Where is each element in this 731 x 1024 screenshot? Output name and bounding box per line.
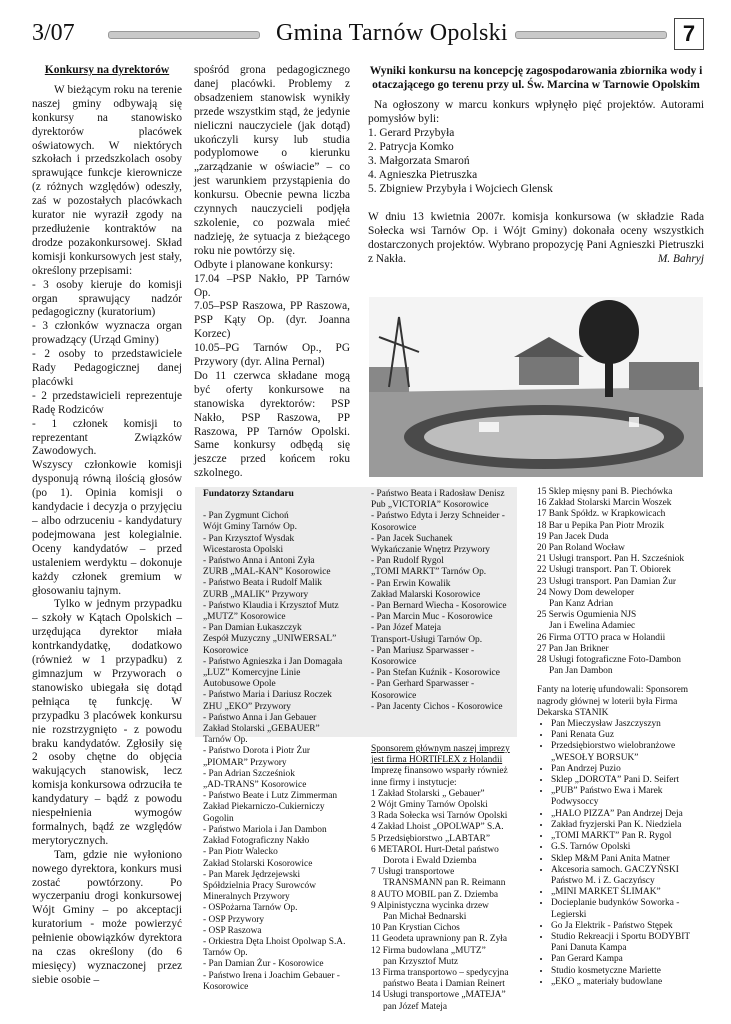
list-item: 23 Usługi transport. Pan Damian Żur bbox=[537, 576, 677, 587]
section-heading: Sponsorem głównym naszej imprezy bbox=[371, 744, 510, 754]
list-item: Pub „VICTORIA” Kosorowice bbox=[371, 500, 489, 511]
list-item: - OSPożarna Tarnów Op. bbox=[203, 903, 298, 914]
list-item: • Studio Rekreacji i Sportu BODYBIT Pani Danuta Kampa bbox=[551, 932, 707, 954]
list-item: • „EKO „ materiały budowlane bbox=[551, 977, 707, 988]
list-item: państwo Beata i Damian Reinert bbox=[383, 979, 505, 990]
list-item: ZHU „EKO” Przywory bbox=[203, 701, 291, 712]
list-item: „MUTZ” Kosorowice bbox=[203, 612, 286, 623]
article-directors bbox=[32, 64, 182, 988]
list-item: • Akcesoria samoch. GACZYŃSKI Państwo M. i Z. Gaczyńscy bbox=[551, 865, 707, 887]
list-item: 5 Przedsiębiorstwo „LABTAR” bbox=[371, 833, 491, 844]
list-item: • G.S. Tarnów Opolski bbox=[551, 842, 707, 853]
list-item: • Studio kosmetyczne Mariette bbox=[551, 966, 707, 977]
list-item: • Pan Mieczysław Jaszczyszyn bbox=[551, 719, 707, 730]
header-rule-right bbox=[515, 31, 667, 39]
list-item: - OSP Przywory bbox=[203, 914, 265, 925]
page-header bbox=[28, 18, 704, 54]
list-item: - Pan Jacek Suchanek bbox=[371, 533, 453, 544]
list-item: Dorota i Ewald Dziemba bbox=[383, 856, 477, 867]
paragraph: - 2 przedstawicieli reprezentuje Radę Rodziców bbox=[32, 389, 182, 416]
paragraph: - 3 członków wyznacza organ prowadzący (Urząd Gminy) bbox=[32, 320, 182, 347]
list-item: 19 Pan Jacek Duda bbox=[537, 531, 609, 542]
list-item: Kosorowice bbox=[371, 690, 417, 701]
list-item: ZURB „MALIK” Przywory bbox=[203, 589, 309, 600]
list-item: - Państwo Edyta i Jerzy Schneider - bbox=[371, 511, 505, 522]
list-item: - Pan Stefan Kuźnik - Kosorowice bbox=[371, 668, 500, 679]
paragraph: 17.04 –PSP Nakło, PP Tarnów Op. bbox=[194, 272, 350, 299]
sponsors-list-2 bbox=[537, 487, 707, 988]
list-item: Pan Jan Dambon bbox=[549, 666, 613, 677]
list-item: • „HALO PIZZA” Pan Andrzej Deja bbox=[551, 809, 707, 820]
list-item: Tarnów Op. bbox=[203, 948, 248, 959]
list-item: Pan Michał Bednarski bbox=[383, 912, 467, 923]
list-item: - Pan Adrian Szcześniok bbox=[203, 768, 295, 779]
list-item: 9 Alpinistyczna wycinka drzew bbox=[371, 900, 489, 911]
list-item: 7 Usługi transportowe bbox=[371, 867, 455, 878]
sponsors-list-1 bbox=[371, 744, 521, 1013]
list-item: Wójt Gminy Tarnów Op. bbox=[203, 522, 297, 533]
paragraph: W bieżącym roku na terenie naszej gminy odbywają się konkursy na stanowisko dyrektorów placówek oświatowych. W niektórych szkołach i przedszkolach osoby sprawujące funkcje kierownicze (z różnych względów) odeszły, zaś w pozostałych placówkach kurator nie wyraził zgody na przedłużenie kontraktów na drodze pozakonkursowej. Skład komisji konkursowych jest stały, określony przepisami: bbox=[32, 83, 182, 277]
list-item: Zakład Stolarski „GEBAUER” bbox=[203, 724, 320, 735]
list-item: Autobusowe Opole bbox=[203, 679, 276, 690]
list-item: 21 Usługi transport. Pan H. Szcześniok bbox=[537, 554, 685, 565]
list-item: 3 Rada Sołecka wsi Tarnów Opolski bbox=[371, 811, 508, 822]
list-item: Tarnów Op. bbox=[203, 735, 248, 746]
list-item: Zakład Fotograficzny Nakło bbox=[203, 836, 310, 847]
list-item: • „PUB” Państwo Ewa i Marek Podwysoccy bbox=[551, 786, 707, 808]
list-item: Jan i Ewelina Adamiec bbox=[549, 621, 636, 632]
paragraph: Fanty na loterię ufundowali: Sponsorem nagrody głównej w loterii była Firma Dekarska STANIK bbox=[537, 685, 689, 718]
list-item: - Pan Damian Łukaszczyk bbox=[203, 623, 302, 634]
paragraph: Na ogłoszony w marcu konkurs wpłynęło pięć projektów. Autorami pomysłów byli: bbox=[368, 99, 704, 125]
list-item: - Pan Rudolf Rygol bbox=[371, 556, 444, 567]
list-item: 14 Usługi transportowe „MATEJA” bbox=[371, 990, 506, 1001]
list-item: - Pan Bernard Wiecha - Kosorowice bbox=[371, 601, 507, 612]
author-item: 1. Gerard Przybyła bbox=[368, 127, 455, 139]
list-item: Wicestarosta Opolski bbox=[203, 544, 284, 555]
list-item: 26 Firma OTTO praca w Holandii bbox=[537, 632, 666, 643]
paragraph: Odbyte i planowane konkursy: bbox=[194, 258, 333, 271]
list-item: - Pan Damian Żur - Kosorowice bbox=[203, 959, 324, 970]
list-item: „TOMI MARKT” Tarnów Op. bbox=[371, 567, 487, 578]
list-item: „LUZ” Komercyjne Linie bbox=[203, 668, 301, 679]
list-item: • Przedsiębiorstwo wielobranżowe „WESOŁY BORSUK” bbox=[551, 741, 707, 763]
paragraph: - 3 osoby kieruje do komisji organ sprawujący nadzór pedagogiczny (kuratorium) bbox=[32, 278, 182, 319]
list-item: 27 Pan Jan Brikner bbox=[537, 643, 609, 654]
paragraph: spośród grona pedagogicznego danej placówki. Problemy z obsadzeniem stanowisk wynikły przede wszystkim stąd, że jedynie nieliczni nauczyciele (jak dotąd) ukończyli kursy lub studia podyplomowe o kierunku „zarządzanie w oświacie” – co jest warunkiem przystąpienia do konkursu. Obecnie pewna liczba czynnych nauczycieli podjęła szkolenie, co pozwala mieć nadzieję, że sytuacja z bieżącego roku nie powtórzy się. bbox=[194, 64, 350, 257]
list-item: - Państwo Maria i Dariusz Roczek bbox=[203, 690, 332, 701]
list-item: Wykańczanie Wnętrz Przywory bbox=[371, 545, 490, 556]
article-directors-cont bbox=[194, 64, 350, 481]
list-item: 12 Firma budowlana „MUTZ” bbox=[371, 945, 486, 956]
list-item: - Pan Józef Mateja bbox=[371, 623, 442, 634]
author-item: 5. Zbigniew Przybyła i Wojciech Glensk bbox=[368, 183, 553, 195]
list-item: 18 Bar u Pepika Pan Piotr Mrozik bbox=[537, 520, 665, 531]
list-item: - Państwo Beata i Radosław Denisz bbox=[371, 489, 505, 499]
list-item: • „TOMI MARKT” Pan R. Rygol bbox=[551, 831, 707, 842]
list-item: - Państwo Anna i Antoni Zyła bbox=[203, 556, 315, 567]
section-heading: Fundatorzy Sztandaru bbox=[203, 489, 294, 499]
list-item: • Go Ja Elektrik - Państwo Stępek bbox=[551, 921, 707, 932]
list-item: Mineralnych Przywory bbox=[203, 892, 290, 903]
list-item: - Pan Marek Jędrzejewski bbox=[203, 869, 301, 880]
list-item: - Pan Piotr Walecko bbox=[203, 847, 278, 858]
list-item: - Państwo Agnieszka i Jan Domagała bbox=[203, 656, 343, 667]
paragraph: 7.05–PSP Raszowa, PP Raszowa, PSP Kąty Op. (dyr. Joanna Korzec) bbox=[194, 300, 350, 341]
paragraph: - 2 osoby to przedstawiciele Rady Pedagogicznej danej placówki bbox=[32, 348, 182, 388]
list-item: 6 METAROL Hurt-Detal państwo bbox=[371, 844, 499, 855]
list-item: Kosorowice bbox=[371, 522, 417, 533]
list-item: 2 Wójt Gminy Tarnów Opolski bbox=[371, 800, 488, 811]
list-item: - Pan Jacenty Cichos - Kosorowice bbox=[371, 701, 503, 712]
list-item: 22 Usługi transport. Pan T. Obiorek bbox=[537, 565, 671, 576]
author-signature: M. Bahryj bbox=[657, 253, 704, 265]
list-item: Kosorowice bbox=[203, 981, 249, 992]
list-item: - Pan Krzysztof Wysdak bbox=[203, 533, 295, 544]
paragraph: 10.05–PG Tarnów Op., PG Przywory (dyr. Alina Pernal) bbox=[194, 342, 350, 369]
list-item: • Zakład fryzjerski Pan K. Niedziela bbox=[551, 820, 707, 831]
article-heading: Konkursy na dyrektorów bbox=[44, 64, 170, 76]
list-item: - OSP Raszowa bbox=[203, 925, 262, 936]
list-item: Gogolin bbox=[203, 813, 234, 824]
list-item: Kosorowice bbox=[203, 645, 249, 656]
list-item: „AD-TRANS” Kosorowice bbox=[203, 780, 307, 791]
list-item: - Państwo Beata i Rudolf Malik bbox=[203, 578, 322, 589]
list-item: - Pan Erwin Kowalik bbox=[371, 578, 451, 589]
list-item: 20 Pan Roland Wocław bbox=[537, 543, 625, 554]
founders-list-2 bbox=[371, 489, 517, 713]
list-item: 4 Zakład Lhoist „OPOLWAP” S.A. bbox=[371, 822, 504, 833]
list-item: pan Krzysztof Mutz bbox=[383, 956, 458, 967]
list-item: 25 Serwis Ogumienia NJS bbox=[537, 610, 637, 621]
list-item: 13 Firma transportowo – spedycyjna bbox=[371, 968, 509, 979]
author-item: 4. Agnieszka Pietruszka bbox=[368, 169, 478, 181]
list-item: - Państwo Klaudia i Krzysztof Mutz bbox=[203, 600, 339, 611]
list-item: 16 Zakład Stolarski Marcin Woszek bbox=[537, 498, 672, 509]
paragraph: Tam, gdzie nie wyłoniono nowego dyrektora, konkurs musi zostać powtórzony. Po wyczerpaniu drogi konkursowej Wójt Gminy – po akceptacji kuratorium - może powierzyć pełnienie obowiązków dyrektora na czas określony (do 6 miesięcy) wyznaczonej przez siebie osobie – bbox=[32, 848, 182, 986]
list-item: - Państwo Dorota i Piotr Żur bbox=[203, 746, 311, 757]
list-item: - Państwo Beate i Lutz Zimmerman bbox=[203, 791, 338, 802]
list-item: 11 Geodeta uprawniony pan R. Zyła bbox=[371, 934, 508, 945]
pond-photo bbox=[369, 297, 703, 477]
newspaper-title: Gmina Tarnów Opolski bbox=[276, 20, 508, 46]
list-item: 24 Nowy Dom deweloper bbox=[537, 587, 635, 598]
list-item: 17 Bank Spółdz. w Krapkowicach bbox=[537, 509, 666, 520]
paragraph: Wszyscy członkowie komisji dysponują równą ilością głosów (po 1). Opinia komisji o kandydacie i decyzja o przyjęciu – albo odrzuceniu - kandydatury podejmowana jest kolegialnie. Oceny kandydatów – przed ustaleniem werdyktu – dokonuje każdy członek gremium w głosowaniu tajnym. bbox=[32, 459, 182, 597]
list-item: Kosorowice bbox=[371, 657, 417, 668]
list-item: „PIOMAR” Przywory bbox=[203, 757, 287, 768]
list-item: TRANSMANN pan R. Reimann bbox=[383, 878, 506, 889]
list-item: - Pan Gerhard Sparwasser - bbox=[371, 679, 475, 690]
list-item: • „MINI MARKET ŚLIMAK” bbox=[551, 887, 707, 898]
section-heading: jest firma HORTIFLEX z Holandii bbox=[371, 755, 503, 766]
author-item: 2. Patrycja Komko bbox=[368, 141, 454, 153]
list-item: • Sklep „DOROTA” Pani D. Seifert bbox=[551, 775, 707, 786]
founders-list-1 bbox=[203, 489, 353, 993]
list-item: - Orkiestra Dęta Lhoist Opolwap S.A. bbox=[203, 936, 346, 947]
list-item: • Pani Renata Guz bbox=[551, 730, 707, 741]
paragraph: Do 11 czerwca składane mogą być oferty konkursowe na stanowiska dyrektorów: PSP Nakło, PSP Raszowa, PP Raszowa, PP Tarnów Opolski. Same konkursy odbędą się jeszcze przed końcem roku szkolnego. bbox=[194, 369, 350, 480]
list-item: 1 Zakład Stolarski „ Gebauer” bbox=[371, 788, 485, 799]
list-item: Transport-Usługi Tarnów Op. bbox=[371, 634, 483, 645]
list-item: • Pan Gerard Kampa bbox=[551, 954, 707, 965]
list-item: Zakład Piekarniczo-Cukierniczy bbox=[203, 802, 325, 813]
list-item: pan Józef Mateja bbox=[383, 1001, 448, 1012]
list-item: • Sklep M&M Pani Anita Matner bbox=[551, 854, 707, 865]
list-item: • Docieplanie budynków Soworka - Legierski bbox=[551, 898, 707, 920]
list-item: Zakład Stolarski Kosorowice bbox=[203, 858, 313, 869]
page-number: 7 bbox=[674, 18, 704, 50]
list-item: - Państwo Irena i Joachim Gebauer - bbox=[203, 970, 340, 981]
article-contest-results bbox=[368, 64, 704, 266]
paragraph: W dniu 13 kwietnia 2007r. komisja konkursowa (w składzie Rada Sołecka wsi Tarnów Op. i Wójt Gminy) dokonała oceny wszystkich dostarczonych projektów. Wybrano propozycję Pani Agnieszki Pietruszki z Nakła. bbox=[368, 211, 704, 265]
list-item: • Pan Andrzej Puzio bbox=[551, 764, 707, 775]
list-item: 10 Pan Krystian Cichos bbox=[371, 923, 460, 934]
list-item: 15 Sklep mięsny pani B. Piechówka bbox=[537, 487, 673, 497]
list-item: - Pan Mariusz Sparwasser - bbox=[371, 645, 475, 656]
article-heading: Wyniki konkursu na koncepcję zagospodarowania zbiornika wody i otaczającego go terenu przy ul. Św. Marcina w Tarnowie Opolskim bbox=[369, 65, 703, 91]
list-item: - Pan Marcin Muc - Kosorowice bbox=[371, 612, 493, 623]
list-item: - Państwo Anna i Jan Gebauer bbox=[203, 712, 317, 723]
list-item: 28 Usługi fotograficzne Foto-Dambon bbox=[537, 655, 681, 666]
list-item: - Państwo Mariola i Jan Dambon bbox=[203, 824, 327, 835]
list-item: Spółdzielnia Pracy Surowców bbox=[203, 880, 316, 891]
list-item: Zakład Malarski Kosorowice bbox=[371, 589, 481, 600]
paragraph: Imprezę finansowo wsparły również inne firmy i instytucje: bbox=[371, 766, 508, 788]
list-item: 8 AUTO MOBIL pan Z. Dziemba bbox=[371, 889, 499, 900]
issue-number: 3/07 bbox=[32, 20, 75, 46]
list-item: ZURB „MAL-KAN” Kosorowice bbox=[203, 567, 331, 578]
author-item: 3. Małgorzata Smaroń bbox=[368, 155, 470, 167]
paragraph: Tylko w jednym przypadku – szkoły w Kątach Opolskich – urzędująca dyrektor miała kontrkandydatkę, dodatkowo (również w 1 przypadku) z gimnazjum w Przyworach o stanowisko ubiegała się dotąd pełniąca tę funkcję. W przypadku 3 placówek konkursu nie rozstrzygnięto - z powodu braku kandydatów. Zgłosiły się 2 osoby chętne do objęcia wakujących stanowisk, lecz komisja konkursowa odrzuciła te kandydatury – bądź z powodu niespełnienia wymogów formalnych, bądź ze względów merytorycznych. bbox=[32, 598, 182, 847]
paragraph: - 1 członek komisji to reprezentant Związków Zawodowych. bbox=[32, 417, 182, 458]
list-item: Pan Kanz Adrian bbox=[549, 599, 614, 610]
list-item: Zespół Muzyczny „UNIWERSAL” bbox=[203, 634, 337, 645]
list-item: - Pan Zygmunt Cichoń bbox=[203, 511, 289, 522]
header-rule-left bbox=[108, 31, 260, 39]
